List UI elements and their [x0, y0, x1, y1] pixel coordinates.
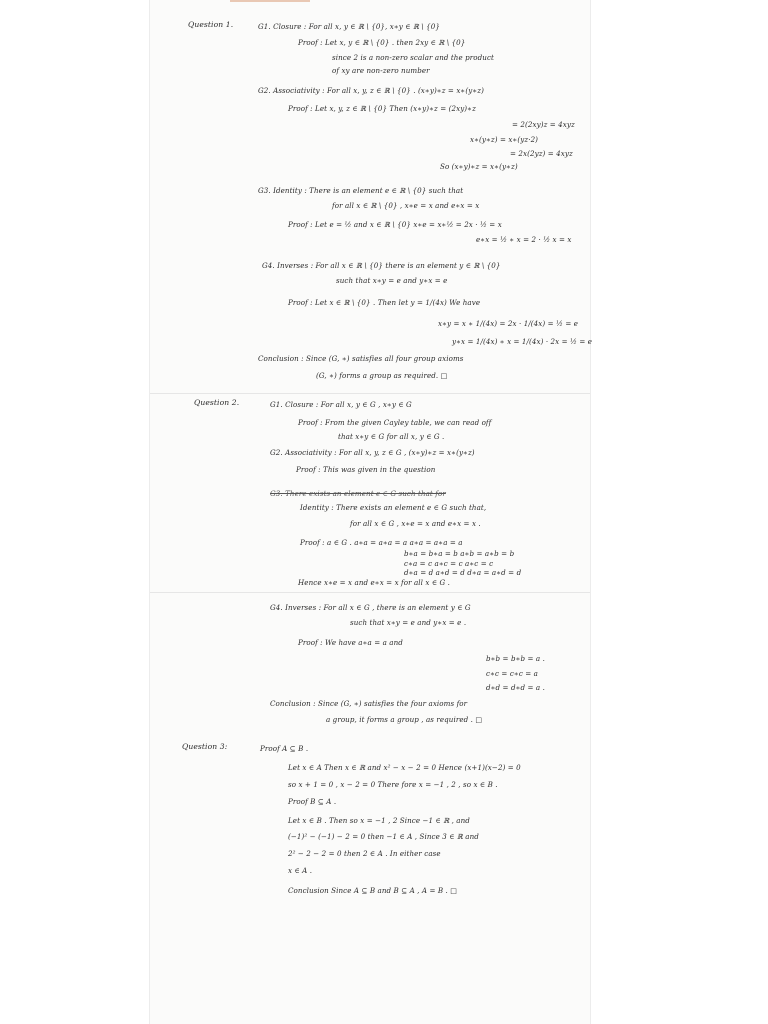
q3-heading: Proof A ⊆ B . [260, 744, 309, 753]
q1-conclusion: (G, ∗) forms a group as required. □ [316, 371, 448, 380]
q3-subheading: Proof B ⊆ A . [288, 797, 337, 806]
q2-g2-heading: G2. Associativity : For all x, y, z ∈ G , (x∗y)∗z = x∗(y∗z) [270, 448, 475, 457]
q2-g4-calc: d∗d = d∗d = a . [486, 683, 545, 692]
page-seam [150, 592, 590, 593]
q2-g3-hence: Hence x∗e = x and e∗x = x for all x ∈ G . [298, 578, 451, 587]
q1-g4-line: such that x∗y = e and y∗x = e [336, 276, 448, 285]
q1-g4-proof: Proof : Let x ∈ ℝ \ {0} . Then let y = 1/(4x) We have [288, 298, 481, 307]
question-1-label: Question 1. [188, 20, 234, 29]
q1-g2-calc: So (x∗y)∗z = x∗(y∗z) [440, 162, 518, 171]
q2-g1-proof: Proof : From the given Cayley table, we can read off [298, 418, 492, 427]
q1-g3-heading: G3. Identity : There is an element e ∈ ℝ \ {0} such that [258, 186, 464, 195]
q2-g3-struck-text: G3. There exists an element e ∈ G such that for [270, 489, 446, 498]
q2-g4-calc: b∗b = b∗b = a . [486, 654, 545, 663]
question-2-label: Question 2. [194, 398, 240, 407]
q2-g3-calc: c∗a = c a∗c = c a∗c = c [404, 559, 494, 568]
q1-g2-calc: = 2(2xy)z = 4xyz [512, 120, 575, 129]
q2-g3-calc: d∗a = d a∗d = d d∗a = a∗d = d [404, 568, 522, 577]
q2-g1-heading: G1. Closure : For all x, y ∈ G , x∗y ∈ G [270, 400, 412, 409]
q1-g1-reason: of xy are non-zero number [332, 66, 430, 75]
q1-g2-calc: x∗(y∗z) = x∗(yz·2) [470, 135, 539, 144]
q2-g1-line: that x∗y ∈ G for all x, y ∈ G . [338, 432, 445, 441]
q1-g1-reason: since 2 is a non-zero scalar and the product [332, 53, 494, 62]
q1-g4-calc: y∗x = 1/(4x) ∗ x = 1/(4x) · 2x = ½ = e [452, 337, 593, 346]
page-edge-mark [230, 0, 310, 2]
q2-g4-calc: c∗c = c∗c = a [486, 669, 538, 678]
q3-line: Let x ∈ B . Then so x = −1 , 2 Since −1 ∈ ℝ , and [288, 816, 470, 825]
q3-line: 2² − 2 − 2 = 0 then 2 ∈ A . In either case [288, 849, 441, 858]
question-3-label: Question 3: [182, 742, 228, 751]
q1-g3-calc: e∗x = ½ ∗ x = 2 · ½ x = x [476, 235, 572, 244]
page-seam [150, 393, 590, 394]
q2-g3-calc: b∗a = b∗a = b a∗b = a∗b = b [404, 549, 515, 558]
q2-g4-heading: G4. Inverses : For all x ∈ G , there is an element y ∈ G [270, 603, 471, 612]
q3-line: so x + 1 = 0 , x − 2 = 0 There fore x = −1 , 2 , so x ∈ B . [288, 780, 498, 789]
q2-g4-line: such that x∗y = e and y∗x = e . [350, 618, 467, 627]
q1-g1-heading: G1. Closure : For all x, y ∈ ℝ \ {0}, x∗y ∈ ℝ \ {0} [258, 22, 440, 31]
q1-g4-heading: G4. Inverses : For all x ∈ ℝ \ {0} there is an element y ∈ ℝ \ {0} [262, 261, 501, 270]
q1-g4-calc: x∗y = x ∗ 1/(4x) = 2x · 1/(4x) = ½ = e [438, 319, 579, 328]
q1-g3-line: for all x ∈ ℝ \ {0} , x∗e = x and e∗x = x [332, 201, 480, 210]
q1-g2-heading: G2. Associativity : For all x, y, z ∈ ℝ \ {0} . (x∗y)∗z = x∗(y∗z) [258, 86, 484, 95]
q1-g3-proof: Proof : Let e = ½ and x ∈ ℝ \ {0} x∗e = x∗½ = 2x · ½ = x [288, 220, 502, 229]
q2-g2-proof: Proof : This was given in the question [296, 465, 436, 474]
q3-line: Let x ∈ A Then x ∈ ℝ and x² − x − 2 = 0 Hence (x+1)(x−2) = 0 [288, 763, 521, 772]
q3-line: (−1)² − (−1) − 2 = 0 then −1 ∈ A , Since 3 ∈ ℝ and [288, 832, 479, 841]
q2-g3-proof: Proof : a ∈ G . a∗a = a∗a = a a∗a = a∗a = a [300, 538, 463, 547]
q1-g2-proof: Proof : Let x, y, z ∈ ℝ \ {0} Then (x∗y)∗z = (2xy)∗z [288, 104, 476, 113]
q2-g3-line: for all x ∈ G , x∗e = x and e∗x = x . [350, 519, 481, 528]
q1-g2-calc: = 2x(2yz) = 4xyz [510, 149, 573, 158]
q2-g3-heading: Identity : There exists an element e ∈ G such that, [300, 503, 487, 512]
q2-conclusion: a group, it forms a group , as required . □ [326, 715, 483, 724]
q2-conclusion: Conclusion : Since (G, ∗) satisfies the four axioms for [270, 699, 468, 708]
q1-conclusion: Conclusion : Since (G, ∗) satisfies all four group axioms [258, 354, 464, 363]
q1-g1-proof: Proof : Let x, y ∈ ℝ \ {0} . then 2xy ∈ ℝ \ {0} [298, 38, 466, 47]
q2-g4-proof: Proof : We have a∗a = a and [298, 638, 403, 647]
q3-line: x ∈ A . [288, 866, 313, 875]
q3-conclusion: Conclusion Since A ⊆ B and B ⊆ A , A = B . □ [288, 886, 458, 895]
